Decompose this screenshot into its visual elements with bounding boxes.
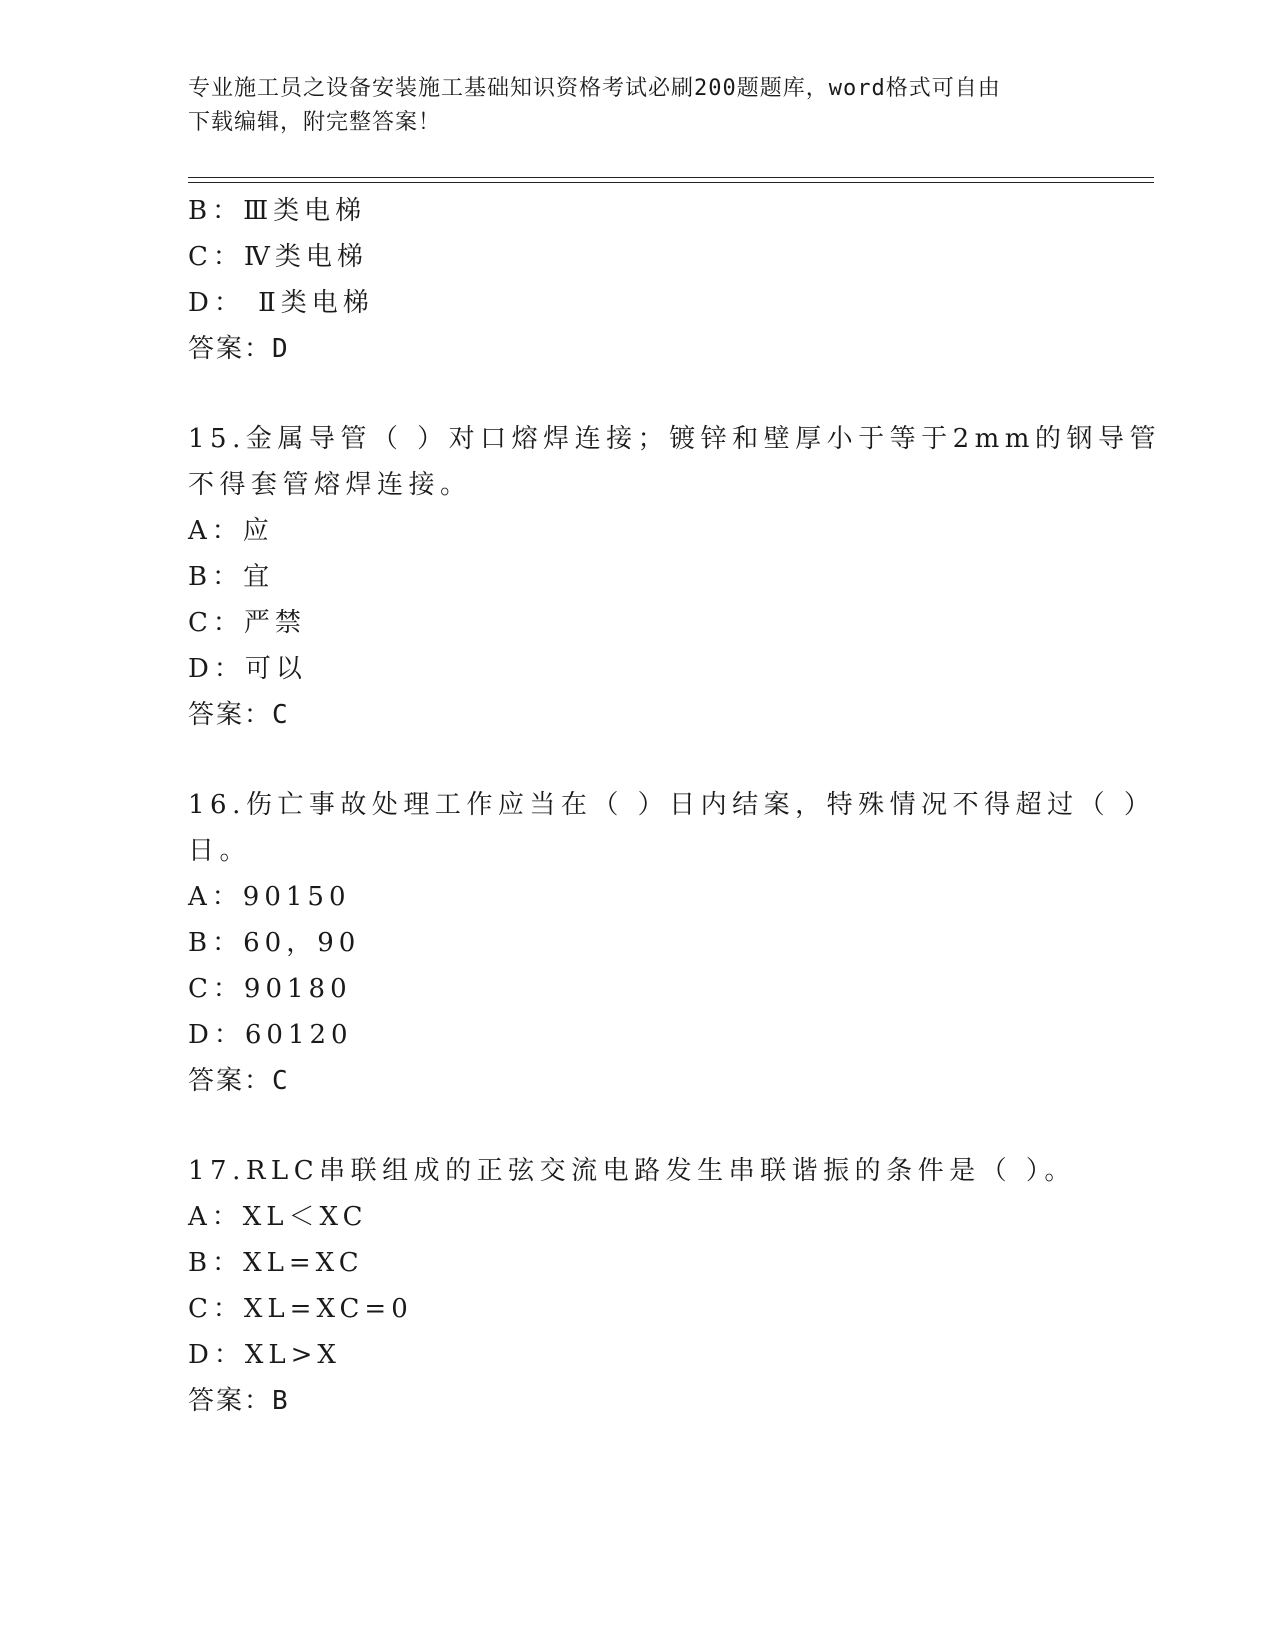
answer-value: C: [272, 700, 290, 730]
header-line-2: 下载编辑，附完整答案！: [188, 110, 442, 135]
question-stem-line-1: 15.金属导管（ ）对口熔焊连接；镀锌和壁厚小于等于2mm的钢导管: [188, 424, 1161, 454]
option-text: 可以: [244, 654, 307, 684]
question-stem-line-1: 17.RLC串联组成的正弦交流电路发生串联谐振的条件是（ ）。: [188, 1156, 1076, 1186]
option-label: B：: [188, 196, 244, 226]
option-text: XL=XC=0: [243, 1294, 413, 1324]
question-spacer: [188, 1104, 1088, 1148]
answer-value: D: [272, 334, 290, 364]
option-label: A：: [188, 882, 243, 912]
option-d: [188, 1332, 1088, 1378]
option-text: Ⅱ类电梯: [244, 288, 374, 318]
option-text: 严禁: [243, 608, 306, 638]
question-14-tail: [188, 188, 1088, 372]
option-text: 宜: [243, 562, 275, 592]
option-b: [188, 920, 1088, 966]
option-a: [188, 1194, 1088, 1240]
option-c: [188, 966, 1088, 1012]
question-stem-line-2: 不得套管熔焊连接。: [188, 470, 472, 500]
option-label: B：: [188, 562, 244, 592]
question-spacer: [188, 372, 1088, 416]
option-c: [188, 234, 1088, 280]
answer-label: 答案：: [188, 1066, 273, 1096]
option-label: C：: [188, 242, 244, 272]
option-b: [188, 1240, 1088, 1286]
option-label: A：: [188, 516, 243, 546]
option-label: B：: [188, 928, 244, 958]
question-spacer: [188, 738, 1088, 782]
option-text: 90150: [242, 882, 351, 912]
option-label: D：: [188, 288, 245, 318]
option-b: [188, 188, 1088, 234]
option-text: 60，90: [243, 928, 361, 958]
option-label: C：: [188, 608, 244, 638]
answer: [188, 326, 1088, 372]
header-rule-top: [188, 177, 1154, 178]
option-b: [188, 554, 1088, 600]
option-a: [188, 874, 1088, 920]
question-stem-line-1: 16.伤亡事故处理工作应当在（ ）日内结案，特殊情况不得超过（ ）: [188, 790, 1156, 820]
option-text: XL>X: [244, 1340, 341, 1370]
question-stem-line-2: 日。: [188, 836, 252, 866]
option-d: [188, 1012, 1088, 1058]
option-label: D：: [188, 654, 245, 684]
answer-label: 答案：: [188, 334, 273, 364]
option-text: XL＜XC: [242, 1202, 368, 1232]
answer: [188, 692, 1088, 738]
option-text: Ⅳ类电梯: [243, 242, 368, 272]
option-d: [188, 646, 1088, 692]
answer-value: C: [272, 1066, 290, 1096]
option-label: C：: [188, 974, 244, 1004]
option-text: XL=XC: [243, 1248, 364, 1278]
option-d: [188, 280, 1088, 326]
question-17: [188, 1148, 1088, 1424]
option-c: [188, 1286, 1088, 1332]
option-text: 90180: [243, 974, 352, 1004]
option-c: [188, 600, 1088, 646]
answer: [188, 1378, 1088, 1424]
option-label: D：: [188, 1340, 245, 1370]
option-text: Ⅲ类电梯: [243, 196, 367, 226]
option-a: [188, 508, 1088, 554]
question-15: [188, 416, 1161, 738]
option-text: 应: [242, 516, 274, 546]
option-label: C：: [188, 1294, 244, 1324]
option-label: B：: [188, 1248, 244, 1278]
question-16: [188, 782, 1156, 1104]
header-rule-bottom: [188, 182, 1154, 183]
option-label: A：: [188, 1202, 243, 1232]
document-header: [188, 72, 1068, 140]
option-label: D：: [188, 1020, 245, 1050]
answer-label: 答案：: [188, 1386, 273, 1416]
header-line-1: 专业施工员之设备安装施工基础知识资格考试必刷200题题库，word格式可自由: [188, 76, 1001, 101]
answer-label: 答案：: [188, 700, 273, 730]
question-list: [188, 188, 1161, 1424]
answer: [188, 1058, 1088, 1104]
option-text: 60120: [244, 1020, 353, 1050]
answer-value: B: [272, 1386, 290, 1416]
